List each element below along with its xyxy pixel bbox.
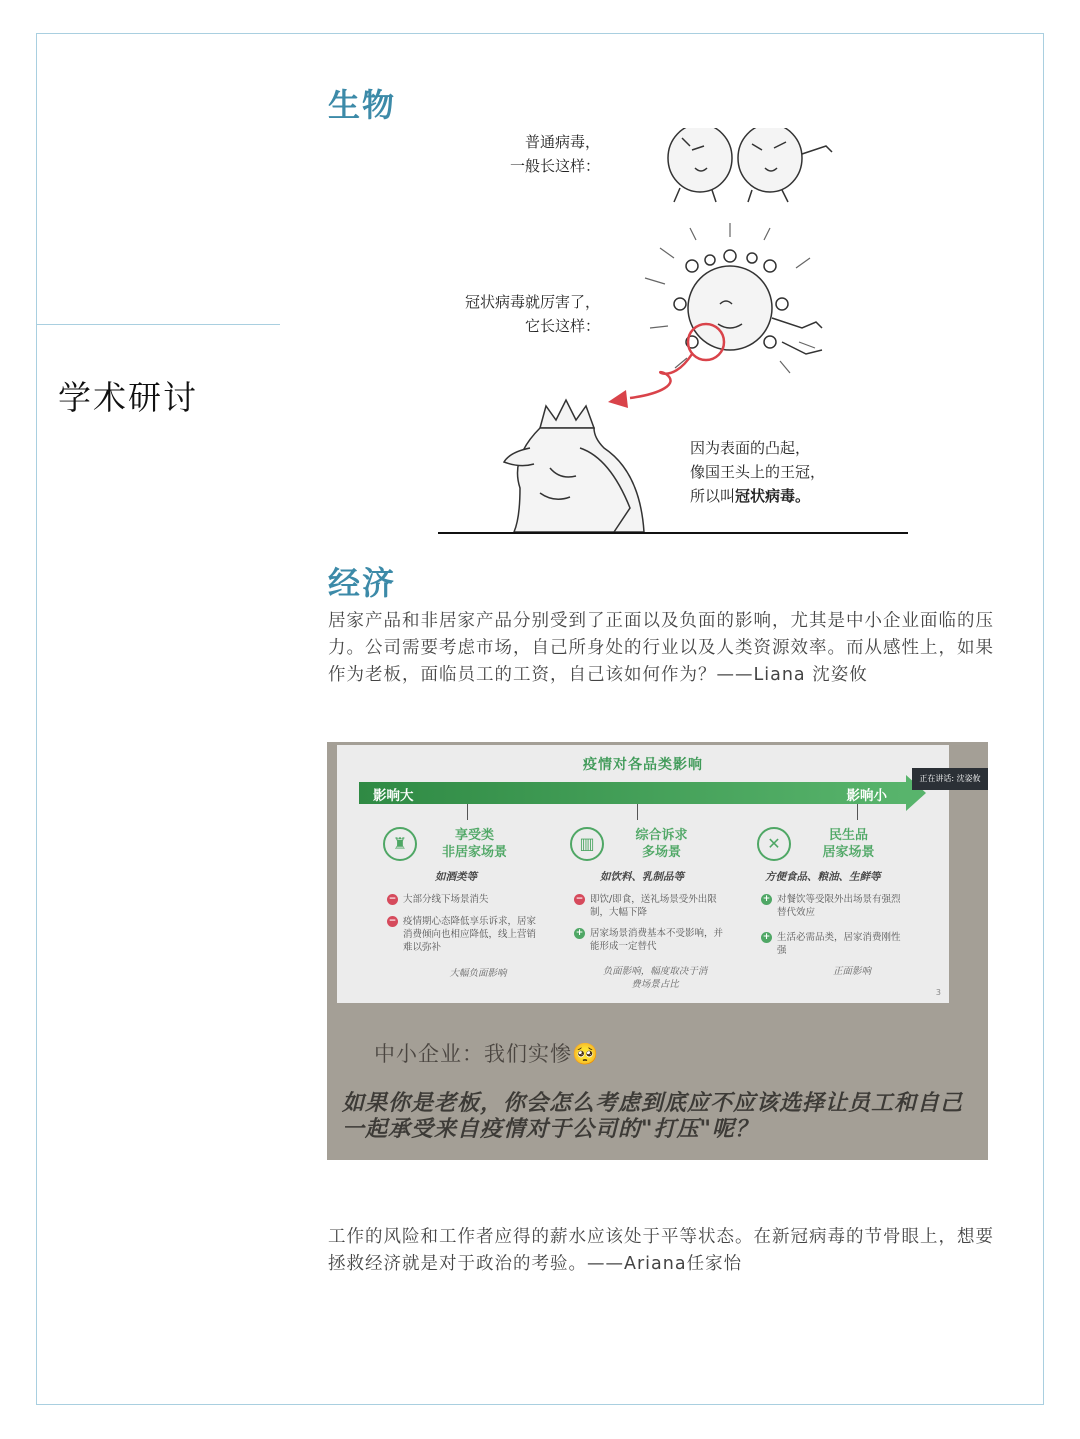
photo-caption-2: 如果你是老板，你会怎么考虑到底应不应该选择让员工和自己一起承受来自疫情对于公司的"打压"呢？ xyxy=(342,1091,964,1142)
sidebar-divider xyxy=(36,324,280,325)
cartoon-baseline xyxy=(438,532,908,534)
economy-paragraph-1: 居家产品和非居家产品分别受到了正面以及负面的影响，尤其是中小企业面临的压力。公司需要考虑市场，自己所身处的行业以及人类资源效率。而从感性上，如果作为老板，面临员工的工资，自己该如何作为？——Liana 沈姿攸 xyxy=(328,611,994,685)
speaker-tag: 正在讲话: 沈姿攸 xyxy=(912,768,988,790)
corona-virus-label: 冠状病毒就厉害了， 它长这样： xyxy=(464,293,600,335)
explain-line-3-prefix: 所以叫 xyxy=(690,487,736,505)
arrow-tick xyxy=(637,804,638,820)
minus-icon: − xyxy=(388,894,397,904)
column-example: 如饮料、乳制品等 xyxy=(600,871,684,883)
slide-title: 疫情对各品类影响 xyxy=(583,757,703,773)
arrow-label-left: 影响大 xyxy=(373,788,414,804)
plus-icon: + xyxy=(762,932,771,942)
economy-paragraph-2: 工作的风险和工作者应得的薪水应该处于平等状态。在新冠病毒的节骨眼上，想要拯救经济就是对于政治的考验。——Ariana任家怡 xyxy=(328,1227,994,1274)
column-bullet: + 居家场景消费基本不受影响，并能形成一定替代 xyxy=(575,928,724,952)
fork-knife-icon: ✕ xyxy=(757,827,791,861)
column-bullet: − 大部分线下场景消失 xyxy=(388,894,489,905)
sidebar-title: 学术研讨 xyxy=(58,378,198,417)
column-category: 享受类 非居家场景 xyxy=(441,828,507,860)
plus-icon: + xyxy=(575,928,584,938)
column-footer: 正面影响 xyxy=(832,966,871,977)
column-footer: 负面影响，幅度取决于消费场景占比 xyxy=(602,966,708,990)
slide-page-number: 3 xyxy=(935,988,941,997)
presentation-slide xyxy=(337,745,949,1003)
cityscape-icon: ▥ xyxy=(570,827,604,861)
minus-icon: − xyxy=(575,894,584,904)
biology-heading: 生物 xyxy=(328,86,397,124)
column-bullet: − 疫情期心态降低享乐诉求，居家消费倾向也相应降低，线上营销难以弥补 xyxy=(388,916,537,953)
photo-caption-1: 中小企业：我们实惨🥺 xyxy=(374,1042,600,1066)
economy-heading: 经济 xyxy=(328,564,397,602)
column-category: 民生品 居家场景 xyxy=(822,828,875,860)
explain-line-1: 因为表面的凸起， xyxy=(690,439,811,457)
arrow-tick xyxy=(857,804,858,820)
normal-virus-label: 普通病毒， 一般长这样： xyxy=(509,133,600,175)
column-example: 方便食品、粮油、生鲜等 xyxy=(765,871,881,883)
explain-line-3-bold: 冠状病毒。 xyxy=(735,487,811,505)
impact-arrow xyxy=(359,782,907,804)
column-bullet: + 生活必需品类，居家消费刚性强 xyxy=(762,932,901,956)
column-example: 如酒类等 xyxy=(435,871,477,883)
column-bullet: − 即饮/即食，送礼场景受外出限制，大幅下降 xyxy=(575,894,717,918)
column-footer: 大幅负面影响 xyxy=(449,968,507,979)
explain-line-2: 像国王头上的王冠， xyxy=(690,463,826,481)
slide-photo xyxy=(327,742,988,1160)
minus-icon: − xyxy=(388,916,397,926)
column-category: 综合诉求 多场景 xyxy=(635,828,688,860)
explain-line-3 xyxy=(690,484,810,508)
arrow-label-right: 影响小 xyxy=(846,788,887,804)
column-bullet: + 对餐饮等受限外出场景有强烈替代效应 xyxy=(762,894,901,918)
coronavirus-cartoon xyxy=(430,128,910,538)
plus-icon: + xyxy=(762,894,771,904)
arrow-tick xyxy=(467,804,468,820)
bottle-icon: ♜ xyxy=(383,827,417,861)
